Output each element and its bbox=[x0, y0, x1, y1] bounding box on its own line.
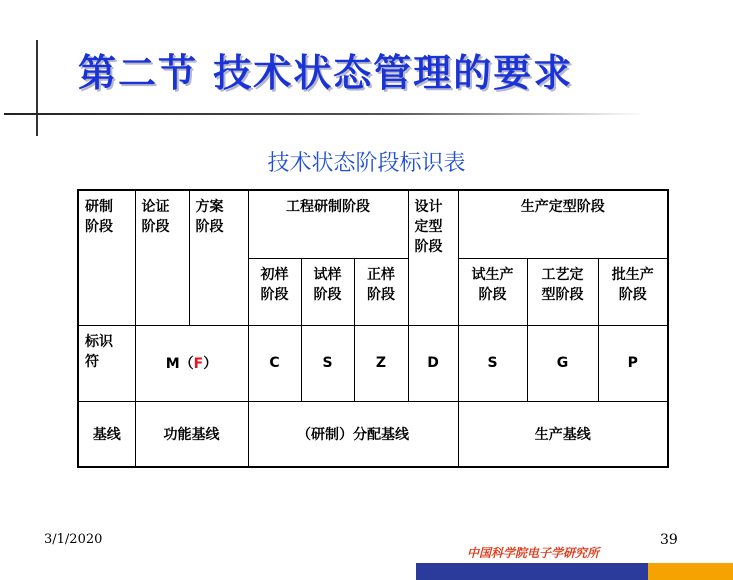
status-stage-table bbox=[77, 189, 669, 468]
header-research-stage: 研制 阶段 bbox=[78, 190, 135, 325]
functional-baseline: 功能基线 bbox=[135, 401, 248, 467]
header-trial-stage: 试样 阶段 bbox=[301, 258, 354, 325]
identifier-m-f: M（F） bbox=[135, 325, 248, 401]
page-number: 39 bbox=[660, 532, 678, 548]
header-engineering-stage: 工程研制阶段 bbox=[248, 190, 408, 258]
identifier-s: S bbox=[458, 325, 527, 401]
decorative-vertical-rule bbox=[36, 40, 38, 136]
identifier-z: Z bbox=[354, 325, 408, 401]
header-formal-stage: 正样 阶段 bbox=[354, 258, 408, 325]
identifier-p: P bbox=[598, 325, 668, 401]
production-baseline: 生产基线 bbox=[458, 401, 668, 467]
header-demonstration-stage: 论证 阶段 bbox=[135, 190, 189, 325]
slide-title: 第二节 技术状态管理的要求 bbox=[78, 50, 574, 95]
identifier-g: G bbox=[527, 325, 598, 401]
identifier-row-label: 标识 符 bbox=[78, 325, 135, 401]
organization-name: 中国科学院电子学研究所 bbox=[467, 546, 600, 560]
footer-bar-orange bbox=[648, 563, 733, 580]
header-scheme-stage: 方案 阶段 bbox=[189, 190, 248, 325]
identifier-c: C bbox=[248, 325, 301, 401]
decorative-horizontal-rule bbox=[4, 113, 644, 115]
footer-bar-blue bbox=[416, 563, 648, 580]
header-prototype-stage: 初样 阶段 bbox=[248, 258, 301, 325]
identifier-d: D bbox=[408, 325, 458, 401]
header-production-final-stage: 生产定型阶段 bbox=[458, 190, 668, 258]
table-title: 技术状态阶段标识表 bbox=[267, 151, 466, 176]
header-process-final-stage: 工艺定 型阶段 bbox=[527, 258, 598, 325]
header-batch-production-stage: 批生产 阶段 bbox=[598, 258, 668, 325]
footer-date: 3/1/2020 bbox=[44, 532, 103, 547]
baseline-row-label: 基线 bbox=[78, 401, 135, 467]
header-design-final-stage: 设计 定型 阶段 bbox=[408, 190, 458, 325]
header-trial-production-stage: 试生产 阶段 bbox=[458, 258, 527, 325]
identifier-s-red: S bbox=[301, 325, 354, 401]
allocated-baseline: （研制）分配基线 bbox=[248, 401, 458, 467]
identifier-f-red: F bbox=[193, 356, 204, 372]
footer-color-bar bbox=[416, 563, 733, 580]
